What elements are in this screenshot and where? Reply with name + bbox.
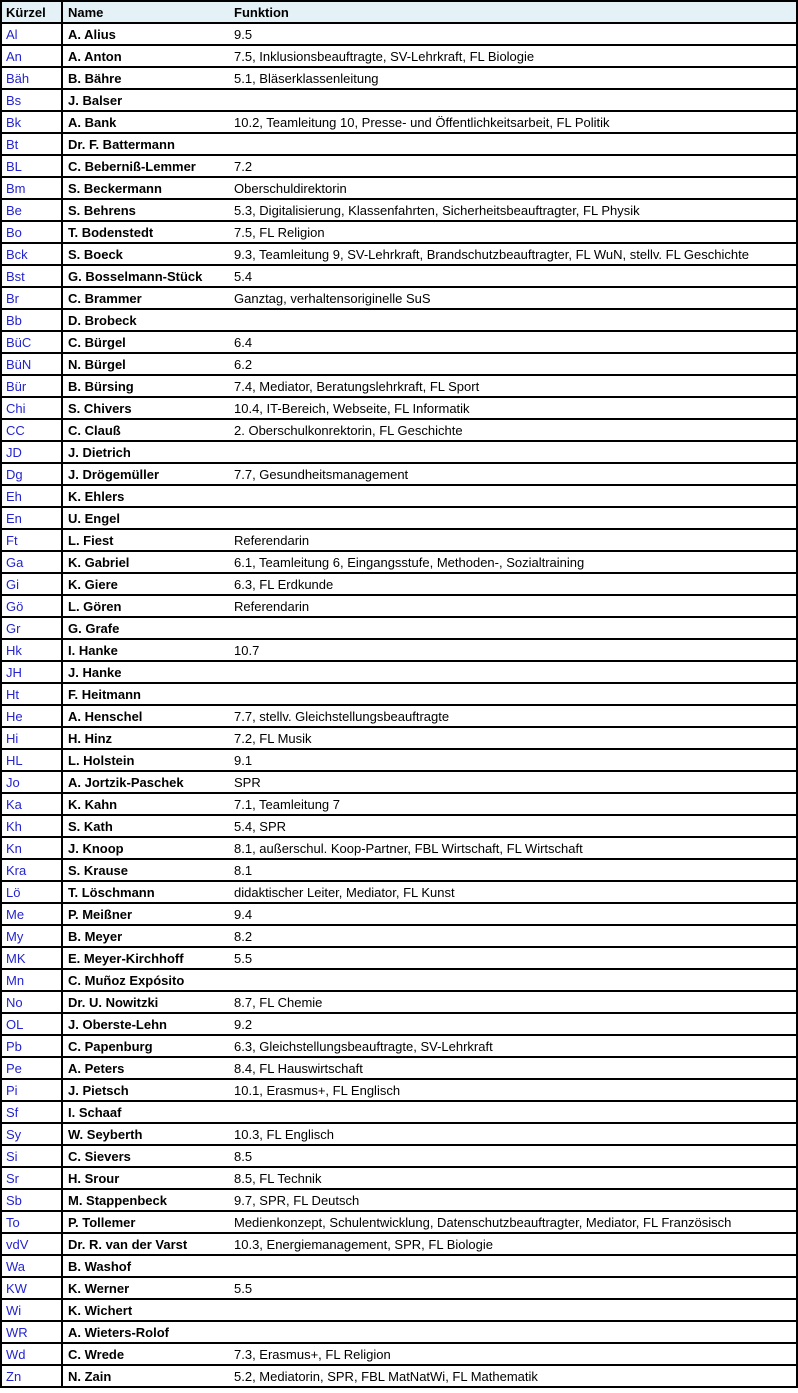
funktion-cell: 7.5, Inklusionsbeauftragte, SV-Lehrkraft, FL Biologie [234,48,535,64]
kuerzel-cell: Gi [1,573,62,595]
funktion-cell [231,507,797,529]
funktion-cell: Referendarin [234,532,310,548]
name-cell: U. Engel [68,510,121,526]
table-row [1,859,797,881]
funktion-cell [231,1299,797,1321]
table-row [1,177,797,199]
funktion-cell: 7.5, FL Religion [234,224,325,240]
kuerzel-cell: My [1,925,62,947]
kuerzel-cell: KW [1,1277,62,1299]
funktion-cell [231,441,797,463]
funktion-cell: 9.7, SPR, FL Deutsch [234,1192,360,1208]
name-cell: G. Grafe [68,620,120,636]
table-row [1,1365,797,1387]
name-cell: L. Holstein [68,752,135,768]
kuerzel-cell: An [1,45,62,67]
funktion-cell: didaktischer Leiter, Mediator, FL Kunst [234,884,455,900]
funktion-cell: 7.2, FL Musik [234,730,312,746]
name-cell: C. Beberniß-Lemmer [68,158,196,174]
table-row [1,1101,797,1123]
kuerzel-cell: Me [1,903,62,925]
funktion-cell: 2. Oberschulkonrektorin, FL Geschichte [234,422,463,438]
table-row [1,1277,797,1299]
funktion-cell: 7.1, Teamleitung 7 [234,796,340,812]
funktion-cell: 9.5 [234,26,253,42]
funktion-cell: 9.3, Teamleitung 9, SV-Lehrkraft, Brandschutzbeauftragter, FL WuN, stellv. FL Geschichte [234,246,749,262]
name-cell: S. Beckermann [68,180,162,196]
name-cell: S. Chivers [68,400,132,416]
name-cell: J. Balser [68,92,123,108]
funktion-cell: 5.5 [234,1280,253,1296]
funktion-cell [231,309,797,331]
table-row [1,727,797,749]
name-cell: H. Hinz [68,730,113,746]
table-row [1,1145,797,1167]
funktion-cell [231,969,797,991]
kuerzel-cell: Pb [1,1035,62,1057]
funktion-cell: 8.2 [234,928,253,944]
kuerzel-cell: Jo [1,771,62,793]
name-cell: B. Meyer [68,928,123,944]
kuerzel-cell: Bäh [1,67,62,89]
name-cell: M. Stappenbeck [68,1192,167,1208]
name-cell: J. Pietsch [68,1082,129,1098]
table-row [1,1299,797,1321]
table-row [1,1167,797,1189]
kuerzel-cell: Al [1,23,62,45]
kuerzel-cell: Wd [1,1343,62,1365]
funktion-cell: 5.4, SPR [234,818,287,834]
name-cell: F. Heitmann [68,686,141,702]
kuerzel-cell: Ga [1,551,62,573]
name-cell: G. Bosselmann-Stück [68,268,203,284]
name-cell: I. Hanke [68,642,118,658]
kuerzel-cell: Bk [1,111,62,133]
funktion-cell [231,661,797,683]
kuerzel-cell: Br [1,287,62,309]
column-header-name: Name [62,1,231,23]
kuerzel-cell: BL [1,155,62,177]
kuerzel-cell: OL [1,1013,62,1035]
name-cell: B. Bähre [68,70,122,86]
table-row [1,221,797,243]
table-row [1,353,797,375]
name-cell: J. Oberste-Lehn [68,1016,167,1032]
table-row [1,67,797,89]
table-row [1,507,797,529]
kuerzel-cell: Kh [1,815,62,837]
funktion-cell: Referendarin [234,598,310,614]
kuerzel-cell: Kn [1,837,62,859]
funktion-cell: 8.5 [234,1148,253,1164]
table-row [1,749,797,771]
table-row [1,45,797,67]
funktion-cell: Ganztag, verhaltensoriginelle SuS [234,290,431,306]
name-cell: E. Meyer-Kirchhoff [68,950,184,966]
table-row [1,397,797,419]
table-row [1,133,797,155]
funktion-cell: 9.2 [234,1016,253,1032]
funktion-cell: 6.2 [234,356,253,372]
kuerzel-cell: MK [1,947,62,969]
kuerzel-cell: Bür [1,375,62,397]
header-row [1,1,797,23]
table-row [1,1233,797,1255]
kuerzel-cell: Be [1,199,62,221]
name-cell: C. Papenburg [68,1038,153,1054]
name-cell: C. Bürgel [68,334,126,350]
kuerzel-cell: Mn [1,969,62,991]
name-cell: A. Wieters-Rolof [68,1324,169,1340]
name-cell: K. Ehlers [68,488,125,504]
kuerzel-cell: Bo [1,221,62,243]
kuerzel-cell: Si [1,1145,62,1167]
kuerzel-cell: BüC [1,331,62,353]
kuerzel-cell: Ka [1,793,62,815]
table-row [1,551,797,573]
funktion-cell [231,133,797,155]
kuerzel-cell: Wi [1,1299,62,1321]
table-row [1,1079,797,1101]
table-row [1,617,797,639]
table-row [1,1343,797,1365]
name-cell: D. Brobeck [68,312,137,328]
funktion-cell: 8.1 [234,862,253,878]
table-row [1,1123,797,1145]
funktion-cell: 7.4, Mediator, Beratungslehrkraft, FL Sport [234,378,480,394]
kuerzel-cell: HL [1,749,62,771]
funktion-cell: 8.7, FL Chemie [234,994,323,1010]
name-cell: A. Anton [68,48,122,64]
table-row [1,991,797,1013]
table-row [1,661,797,683]
name-cell: J. Drögemüller [68,466,160,482]
name-cell: K. Wichert [68,1302,133,1318]
table-row [1,1035,797,1057]
funktion-cell: 5.2, Mediatorin, SPR, FBL MatNatWi, FL Mathematik [234,1368,538,1384]
funktion-cell: 6.3, Gleichstellungsbeauftragte, SV-Lehrkraft [234,1038,493,1054]
funktion-cell: Oberschuldirektorin [234,180,347,196]
kuerzel-cell: Bs [1,89,62,111]
funktion-cell [231,89,797,111]
table-row [1,815,797,837]
kuerzel-cell: Dg [1,463,62,485]
kuerzel-cell: Pi [1,1079,62,1101]
funktion-cell: 10.3, FL Englisch [234,1126,334,1142]
kuerzel-cell: Hi [1,727,62,749]
kuerzel-cell: To [1,1211,62,1233]
kuerzel-cell: En [1,507,62,529]
funktion-cell [231,1255,797,1277]
name-cell: A. Peters [68,1060,125,1076]
table-row [1,947,797,969]
kuerzel-cell: Bm [1,177,62,199]
name-cell: C. Muñoz Expósito [68,972,185,988]
table-row [1,199,797,221]
table-row [1,419,797,441]
table-row [1,925,797,947]
funktion-cell: 10.2, Teamleitung 10, Presse- und Öffentlichkeitsarbeit, FL Politik [234,114,610,130]
kuerzel-cell: Bck [1,243,62,265]
name-cell: A. Henschel [68,708,143,724]
funktion-cell [231,683,797,705]
table-row [1,1211,797,1233]
name-cell: A. Alius [68,26,116,42]
table-row [1,243,797,265]
name-cell: N. Zain [68,1368,112,1384]
column-header-kuerzel: Kürzel [1,1,62,23]
name-cell: J. Dietrich [68,444,131,460]
name-cell: J. Hanke [68,664,122,680]
kuerzel-cell: Ht [1,683,62,705]
kuerzel-cell: Sf [1,1101,62,1123]
name-cell: C. Clauß [68,422,121,438]
kuerzel-cell: JD [1,441,62,463]
table-row [1,705,797,727]
name-cell: Dr. U. Nowitzki [68,994,159,1010]
kuerzel-cell: No [1,991,62,1013]
name-cell: T. Löschmann [68,884,155,900]
name-cell: S. Behrens [68,202,136,218]
funktion-cell: 5.5 [234,950,253,966]
kuerzel-cell: Kra [1,859,62,881]
name-cell: Dr. F. Battermann [68,136,175,152]
name-cell: I. Schaaf [68,1104,122,1120]
funktion-cell: 6.1, Teamleitung 6, Eingangsstufe, Methoden-, Sozialtraining [234,554,585,570]
name-cell: A. Jortzik-Paschek [68,774,184,790]
kuerzel-cell: Wa [1,1255,62,1277]
table-row [1,1013,797,1035]
funktion-cell: 9.4 [234,906,253,922]
kuerzel-cell: Bt [1,133,62,155]
kuerzel-cell: He [1,705,62,727]
funktion-cell [231,1101,797,1123]
funktion-cell: 8.1, außerschul. Koop-Partner, FBL Wirtschaft, FL Wirtschaft [234,840,583,856]
funktion-cell: 6.4 [234,334,253,350]
name-cell: J. Knoop [68,840,124,856]
kuerzel-cell: JH [1,661,62,683]
funktion-cell [231,617,797,639]
table-row [1,155,797,177]
funktion-cell: 9.1 [234,752,253,768]
kuerzel-cell: Sy [1,1123,62,1145]
funktion-cell: 10.4, IT-Bereich, Webseite, FL Informatik [234,400,470,416]
name-cell: S. Kath [68,818,113,834]
funktion-cell: 6.3, FL Erdkunde [234,576,334,592]
table-row [1,485,797,507]
table-row [1,903,797,925]
kuerzel-cell: Sb [1,1189,62,1211]
kuerzel-cell: BüN [1,353,62,375]
funktion-cell: 8.5, FL Technik [234,1170,322,1186]
kuerzel-cell: Chi [1,397,62,419]
name-cell: B. Washof [68,1258,132,1274]
kuerzel-cell: Zn [1,1365,62,1387]
name-cell: N. Bürgel [68,356,126,372]
table-row [1,23,797,45]
table-row [1,287,797,309]
table-row [1,683,797,705]
name-cell: K. Gabriel [68,554,130,570]
table-row [1,529,797,551]
name-cell: L. Fiest [68,532,114,548]
table-row [1,639,797,661]
kuerzel-cell: Bst [1,265,62,287]
kuerzel-cell: WR [1,1321,62,1343]
table-row [1,111,797,133]
name-cell: L. Gören [68,598,122,614]
name-cell: C. Sievers [68,1148,131,1164]
table-row [1,1321,797,1343]
funktion-cell: 10.1, Erasmus+, FL Englisch [234,1082,401,1098]
table-row [1,1057,797,1079]
table-row [1,89,797,111]
funktion-cell: 5.1, Bläserklassenleitung [234,70,379,86]
funktion-cell: 7.7, Gesundheitsmanagement [234,466,409,482]
table-row [1,463,797,485]
table-row [1,375,797,397]
table-row [1,969,797,991]
name-cell: T. Bodenstedt [68,224,154,240]
kuerzel-cell: Lö [1,881,62,903]
kuerzel-cell: Ft [1,529,62,551]
name-cell: P. Tollemer [68,1214,136,1230]
name-cell: K. Werner [68,1280,130,1296]
name-cell: S. Boeck [68,246,123,262]
funktion-cell: Medienkonzept, Schulentwicklung, Datenschutzbeauftragter, Mediator, FL Französisch [234,1214,732,1230]
name-cell: S. Krause [68,862,128,878]
kuerzel-cell: Eh [1,485,62,507]
name-cell: C. Wrede [68,1346,125,1362]
funktion-cell [231,1321,797,1343]
table-row [1,793,797,815]
name-cell: P. Meißner [68,906,133,922]
funktion-cell: 7.2 [234,158,253,174]
funktion-cell: 10.3, Energiemanagement, SPR, FL Biologie [234,1236,493,1252]
table-row [1,309,797,331]
kuerzel-cell: Pe [1,1057,62,1079]
name-cell: A. Bank [68,114,117,130]
table-row [1,1255,797,1277]
funktion-cell: 7.3, Erasmus+, FL Religion [234,1346,391,1362]
table-body [1,23,797,1387]
name-cell: C. Brammer [68,290,142,306]
kuerzel-cell: vdV [1,1233,62,1255]
column-header-funktion: Funktion [231,1,797,23]
name-cell: H. Srour [68,1170,120,1186]
name-cell: Dr. R. van der Varst [68,1236,188,1252]
funktion-cell: 8.4, FL Hauswirtschaft [234,1060,363,1076]
kuerzel-cell: CC [1,419,62,441]
table-row [1,771,797,793]
table-row [1,265,797,287]
name-cell: K. Giere [68,576,118,592]
kuerzel-cell: Hk [1,639,62,661]
table-row [1,595,797,617]
funktion-cell: 5.4 [234,268,253,284]
table-row [1,331,797,353]
table-row [1,573,797,595]
name-cell: B. Bürsing [68,378,134,394]
name-cell: K. Kahn [68,796,118,812]
funktion-cell: 7.7, stellv. Gleichstellungsbeauftragte [234,708,450,724]
table-row [1,837,797,859]
kuerzel-cell: Bb [1,309,62,331]
name-cell: W. Seyberth [68,1126,143,1142]
funktion-cell: 10.7 [234,642,260,658]
kuerzel-cell: Gr [1,617,62,639]
table-row [1,881,797,903]
funktion-cell [231,485,797,507]
table-row [1,441,797,463]
funktion-cell: SPR [234,774,261,790]
kuerzel-cell: Sr [1,1167,62,1189]
funktion-cell: 5.3, Digitalisierung, Klassenfahrten, Sicherheitsbeauftragter, FL Physik [234,202,640,218]
kuerzel-cell: Gö [1,595,62,617]
table-row [1,1189,797,1211]
